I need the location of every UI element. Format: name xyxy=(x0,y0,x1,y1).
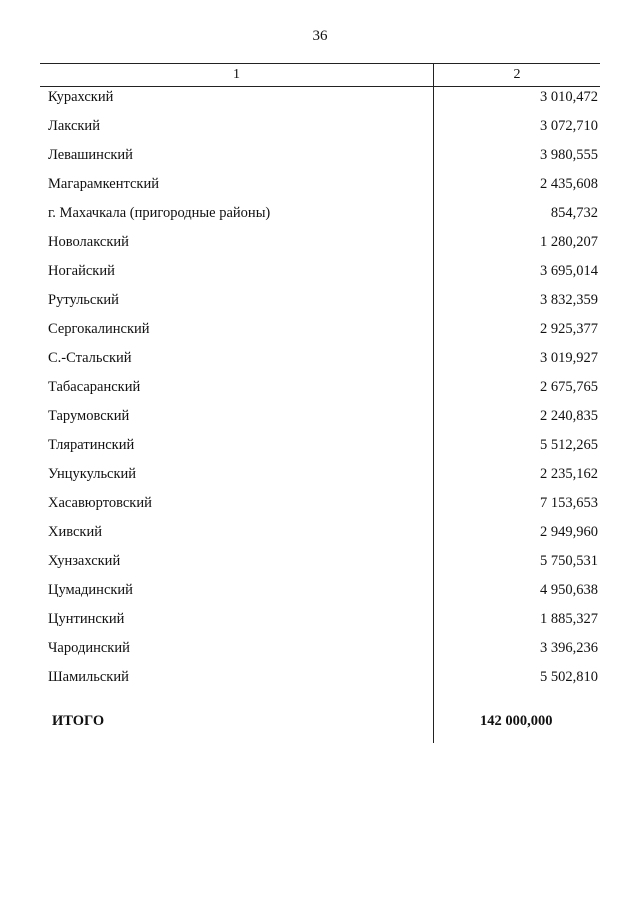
district-value: 3 019,927 xyxy=(540,350,598,366)
district-name: Лакский xyxy=(48,118,100,134)
district-name: Тарумовский xyxy=(48,408,130,424)
district-value: 5 512,265 xyxy=(540,437,598,453)
district-value: 854,732 xyxy=(550,205,598,221)
total-value: 142 000,000 xyxy=(480,713,553,729)
table-row xyxy=(40,319,600,348)
district-value: 3 010,472 xyxy=(540,89,598,105)
table-row xyxy=(40,174,600,203)
district-value: 2 435,608 xyxy=(540,176,598,192)
district-value: 2 675,765 xyxy=(540,379,598,395)
table-row xyxy=(40,87,600,116)
district-value: 3 980,555 xyxy=(540,147,598,163)
district-value: 3 396,236 xyxy=(540,640,598,656)
district-value: 7 153,653 xyxy=(540,495,598,511)
district-value: 1 885,327 xyxy=(540,611,598,627)
district-value: 2 235,162 xyxy=(540,466,598,482)
district-value: 5 750,531 xyxy=(540,553,598,569)
district-value: 2 949,960 xyxy=(540,524,598,540)
district-value: 1 280,207 xyxy=(540,234,598,250)
district-name: Хасавюртовский xyxy=(48,495,152,511)
district-value: 5 502,810 xyxy=(540,669,598,685)
table-row xyxy=(40,290,600,319)
table-row xyxy=(40,522,600,551)
table-row xyxy=(40,232,600,261)
table-row xyxy=(40,493,600,522)
page-number: 36 xyxy=(312,28,328,44)
district-value: 2 240,835 xyxy=(540,408,598,424)
district-name: Цумадинский xyxy=(48,582,133,598)
column-header-1: 1 xyxy=(233,67,240,82)
district-name: Чародинский xyxy=(48,640,130,656)
table-row xyxy=(40,377,600,406)
table-row xyxy=(40,348,600,377)
district-name: Ногайский xyxy=(48,263,115,279)
column-header-2: 2 xyxy=(513,67,521,82)
table-row xyxy=(40,145,600,174)
table-row xyxy=(40,464,600,493)
district-value: 3 695,014 xyxy=(540,263,598,279)
district-name: С.-Стальский xyxy=(48,350,132,366)
table-header xyxy=(40,67,600,87)
district-name: Хивский xyxy=(48,524,102,540)
table-row xyxy=(40,203,600,232)
table-top-rule xyxy=(40,63,600,64)
table-row xyxy=(40,609,600,638)
district-name: Сергокалинский xyxy=(48,321,150,337)
district-name: Унцукульский xyxy=(48,466,137,482)
table-row xyxy=(40,116,600,145)
table-row xyxy=(40,406,600,435)
table-row xyxy=(40,580,600,609)
table-row xyxy=(40,261,600,290)
table-row xyxy=(40,667,600,696)
district-name: Рутульский xyxy=(48,292,119,308)
district-name: Тляратинский xyxy=(48,437,135,453)
district-name: Хунзахский xyxy=(48,553,121,569)
district-value: 4 950,638 xyxy=(540,582,598,598)
district-name: Магарамкентский xyxy=(48,176,159,192)
table-row xyxy=(40,551,600,580)
district-value: 3 832,359 xyxy=(540,292,598,308)
total-row xyxy=(40,713,600,737)
table-body xyxy=(40,87,600,696)
total-label: ИТОГО xyxy=(52,713,105,729)
district-name: Курахский xyxy=(48,89,114,105)
district-name: Цунтинский xyxy=(48,611,125,627)
table-row xyxy=(40,435,600,464)
district-value: 2 925,377 xyxy=(540,321,598,337)
table-row xyxy=(40,638,600,667)
district-name: Левашинский xyxy=(48,147,133,163)
district-name: Шамильский xyxy=(48,669,129,685)
district-name: Новолакский xyxy=(48,234,129,250)
district-name: Табасаранский xyxy=(48,379,141,395)
district-name: г. Махачкала (пригородные районы) xyxy=(48,205,271,221)
district-value: 3 072,710 xyxy=(540,118,598,134)
